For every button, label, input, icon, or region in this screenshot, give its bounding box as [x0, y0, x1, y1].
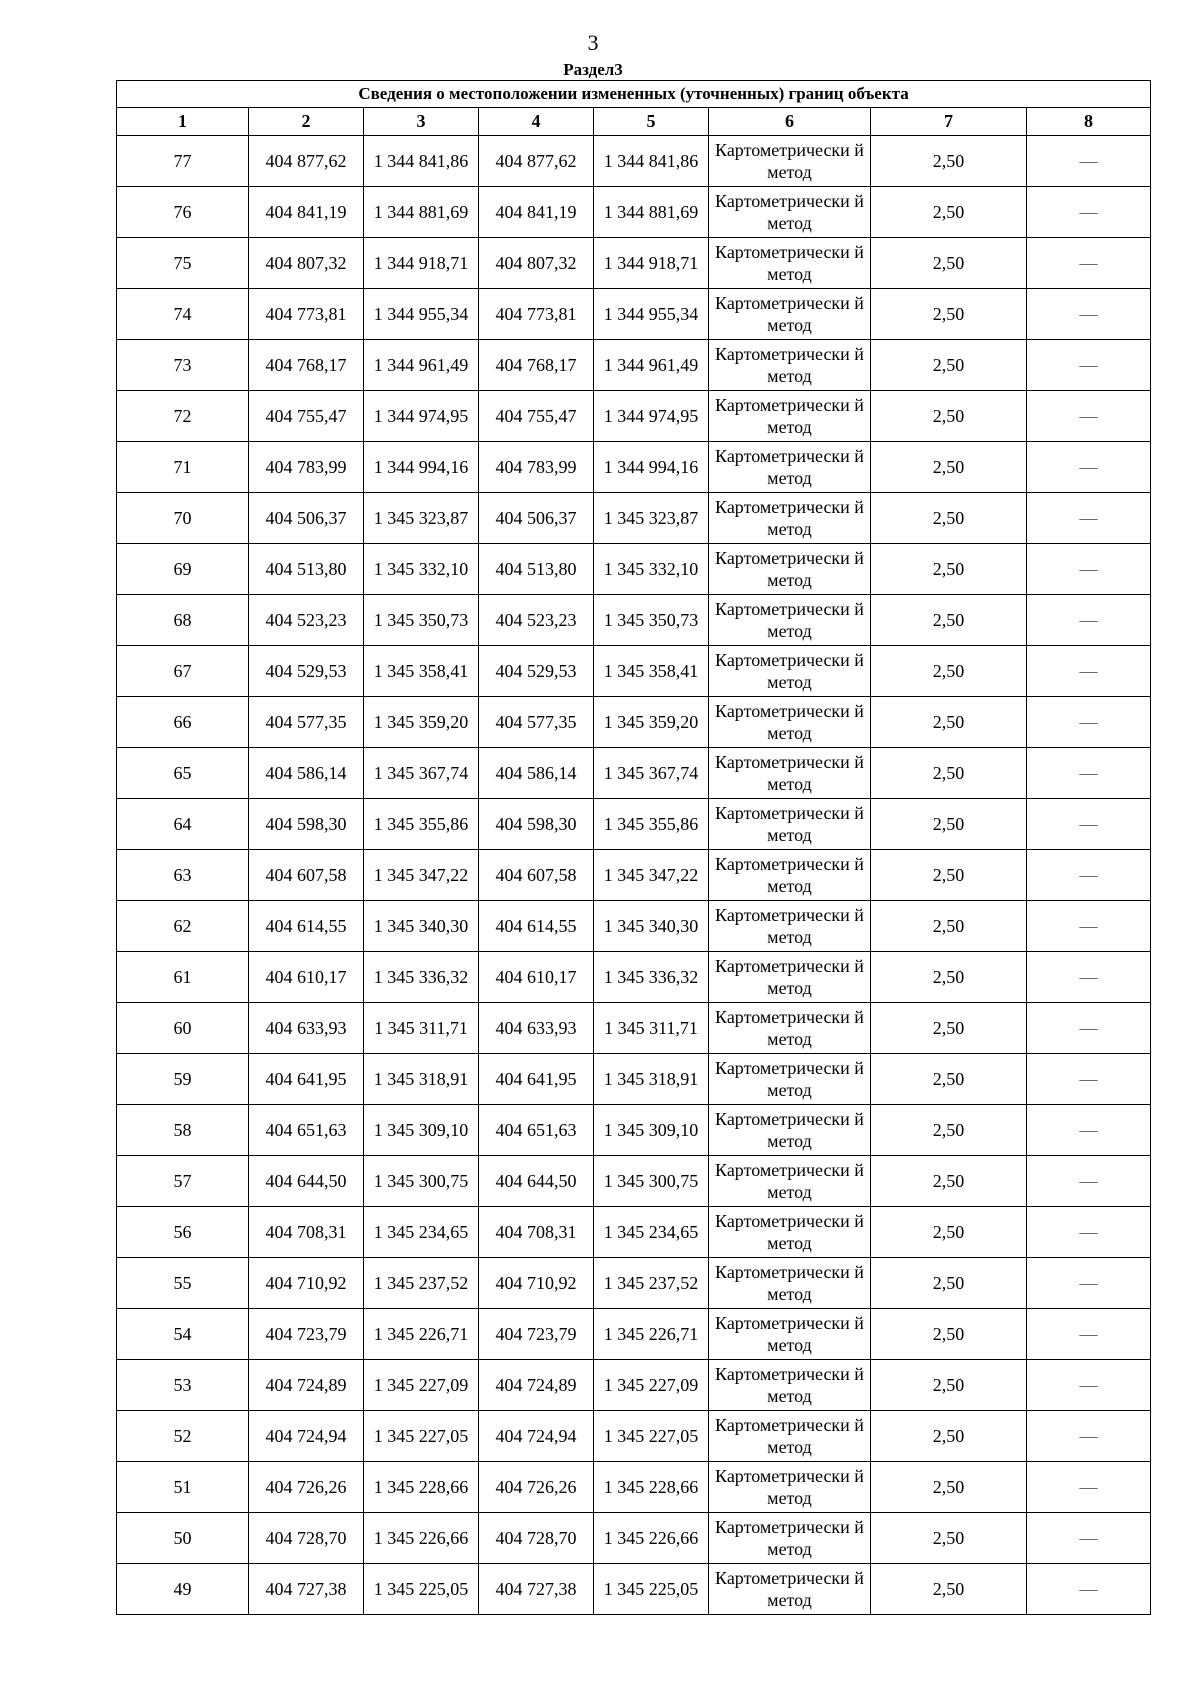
point-number-cell: 65 [117, 748, 249, 799]
x-new-cell: 404 523,23 [479, 595, 594, 646]
point-number-cell: 50 [117, 1513, 249, 1564]
description-cell: — [1027, 1003, 1151, 1054]
y-new-cell: 1 344 918,71 [594, 238, 709, 289]
point-number-cell: 52 [117, 1411, 249, 1462]
accuracy-cell: 2,50 [871, 1513, 1027, 1564]
point-number-cell: 62 [117, 901, 249, 952]
point-number-cell: 67 [117, 646, 249, 697]
x-existing-cell: 404 807,32 [249, 238, 364, 289]
y-existing-cell: 1 345 227,09 [364, 1360, 479, 1411]
point-number-cell: 57 [117, 1156, 249, 1207]
description-cell: — [1027, 1258, 1151, 1309]
method-cell: Картометрически й метод [709, 1003, 871, 1054]
table-row [117, 1003, 1151, 1054]
method-cell: Картометрически й метод [709, 646, 871, 697]
x-new-cell: 404 877,62 [479, 136, 594, 187]
y-existing-cell: 1 344 961,49 [364, 340, 479, 391]
y-existing-cell: 1 345 226,71 [364, 1309, 479, 1360]
y-new-cell: 1 345 300,75 [594, 1156, 709, 1207]
description-cell: — [1027, 1411, 1151, 1462]
y-existing-cell: 1 345 323,87 [364, 493, 479, 544]
method-cell: Картометрически й метод [709, 238, 871, 289]
column-number-row [117, 108, 1151, 136]
table-row [117, 1258, 1151, 1309]
method-cell: Картометрически й метод [709, 1207, 871, 1258]
x-new-cell: 404 598,30 [479, 799, 594, 850]
table-row [117, 901, 1151, 952]
x-existing-cell: 404 708,31 [249, 1207, 364, 1258]
description-cell: — [1027, 1564, 1151, 1615]
method-cell: Картометрически й метод [709, 187, 871, 238]
method-cell: Картометрически й метод [709, 544, 871, 595]
accuracy-cell: 2,50 [871, 289, 1027, 340]
y-new-cell: 1 345 309,10 [594, 1105, 709, 1156]
x-new-cell: 404 724,89 [479, 1360, 594, 1411]
table-row [117, 1156, 1151, 1207]
y-new-cell: 1 345 237,52 [594, 1258, 709, 1309]
coordinates-table [116, 80, 1151, 1615]
y-existing-cell: 1 345 332,10 [364, 544, 479, 595]
table-row [117, 544, 1151, 595]
table-row [117, 238, 1151, 289]
table-row [117, 1564, 1151, 1615]
description-cell: — [1027, 748, 1151, 799]
table-row [117, 136, 1151, 187]
y-new-cell: 1 344 955,34 [594, 289, 709, 340]
x-existing-cell: 404 773,81 [249, 289, 364, 340]
accuracy-cell: 2,50 [871, 544, 1027, 595]
x-new-cell: 404 641,95 [479, 1054, 594, 1105]
x-existing-cell: 404 727,38 [249, 1564, 364, 1615]
accuracy-cell: 2,50 [871, 1207, 1027, 1258]
accuracy-cell: 2,50 [871, 799, 1027, 850]
y-existing-cell: 1 345 367,74 [364, 748, 479, 799]
method-cell: Картометрически й метод [709, 748, 871, 799]
method-cell: Картометрически й метод [709, 1258, 871, 1309]
y-new-cell: 1 345 355,86 [594, 799, 709, 850]
accuracy-cell: 2,50 [871, 595, 1027, 646]
x-existing-cell: 404 723,79 [249, 1309, 364, 1360]
accuracy-cell: 2,50 [871, 187, 1027, 238]
accuracy-cell: 2,50 [871, 1462, 1027, 1513]
method-cell: Картометрически й метод [709, 493, 871, 544]
x-new-cell: 404 710,92 [479, 1258, 594, 1309]
description-cell: — [1027, 901, 1151, 952]
description-cell: — [1027, 1360, 1151, 1411]
point-number-cell: 68 [117, 595, 249, 646]
y-new-cell: 1 345 225,05 [594, 1564, 709, 1615]
x-existing-cell: 404 607,58 [249, 850, 364, 901]
point-number-cell: 64 [117, 799, 249, 850]
x-new-cell: 404 807,32 [479, 238, 594, 289]
y-existing-cell: 1 344 994,16 [364, 442, 479, 493]
x-existing-cell: 404 728,70 [249, 1513, 364, 1564]
point-number-cell: 63 [117, 850, 249, 901]
point-number-cell: 74 [117, 289, 249, 340]
y-new-cell: 1 344 974,95 [594, 391, 709, 442]
x-existing-cell: 404 724,94 [249, 1411, 364, 1462]
y-existing-cell: 1 344 881,69 [364, 187, 479, 238]
description-cell: — [1027, 697, 1151, 748]
description-cell: — [1027, 952, 1151, 1003]
x-existing-cell: 404 710,92 [249, 1258, 364, 1309]
point-number-cell: 51 [117, 1462, 249, 1513]
accuracy-cell: 2,50 [871, 1360, 1027, 1411]
accuracy-cell: 2,50 [871, 1309, 1027, 1360]
y-existing-cell: 1 345 359,20 [364, 697, 479, 748]
accuracy-cell: 2,50 [871, 850, 1027, 901]
accuracy-cell: 2,50 [871, 340, 1027, 391]
y-existing-cell: 1 345 355,86 [364, 799, 479, 850]
table-row [117, 1411, 1151, 1462]
x-existing-cell: 404 768,17 [249, 340, 364, 391]
x-new-cell: 404 610,17 [479, 952, 594, 1003]
point-number-cell: 71 [117, 442, 249, 493]
column-number: 4 [479, 108, 594, 136]
point-number-cell: 58 [117, 1105, 249, 1156]
description-cell: — [1027, 799, 1151, 850]
x-existing-cell: 404 506,37 [249, 493, 364, 544]
x-new-cell: 404 607,58 [479, 850, 594, 901]
description-cell: — [1027, 595, 1151, 646]
accuracy-cell: 2,50 [871, 952, 1027, 1003]
table-row [117, 1054, 1151, 1105]
y-new-cell: 1 345 227,05 [594, 1411, 709, 1462]
method-cell: Картометрически й метод [709, 289, 871, 340]
table-caption-row [117, 81, 1151, 108]
x-new-cell: 404 708,31 [479, 1207, 594, 1258]
x-existing-cell: 404 724,89 [249, 1360, 364, 1411]
table-row [117, 391, 1151, 442]
point-number-cell: 77 [117, 136, 249, 187]
y-existing-cell: 1 345 227,05 [364, 1411, 479, 1462]
y-existing-cell: 1 345 358,41 [364, 646, 479, 697]
x-existing-cell: 404 641,95 [249, 1054, 364, 1105]
x-existing-cell: 404 577,35 [249, 697, 364, 748]
x-existing-cell: 404 523,23 [249, 595, 364, 646]
x-existing-cell: 404 513,80 [249, 544, 364, 595]
method-cell: Картометрически й метод [709, 442, 871, 493]
y-new-cell: 1 345 311,71 [594, 1003, 709, 1054]
table-row [117, 646, 1151, 697]
y-new-cell: 1 344 841,86 [594, 136, 709, 187]
y-new-cell: 1 345 359,20 [594, 697, 709, 748]
x-new-cell: 404 633,93 [479, 1003, 594, 1054]
description-cell: — [1027, 1156, 1151, 1207]
point-number-cell: 49 [117, 1564, 249, 1615]
method-cell: Картометрически й метод [709, 1309, 871, 1360]
table-row [117, 799, 1151, 850]
x-existing-cell: 404 586,14 [249, 748, 364, 799]
accuracy-cell: 2,50 [871, 1156, 1027, 1207]
table-row [117, 1309, 1151, 1360]
x-new-cell: 404 724,94 [479, 1411, 594, 1462]
description-cell: — [1027, 1309, 1151, 1360]
x-existing-cell: 404 877,62 [249, 136, 364, 187]
x-new-cell: 404 651,63 [479, 1105, 594, 1156]
x-new-cell: 404 755,47 [479, 391, 594, 442]
table-row [117, 187, 1151, 238]
table-row [117, 697, 1151, 748]
y-existing-cell: 1 345 300,75 [364, 1156, 479, 1207]
table-row [117, 340, 1151, 391]
x-new-cell: 404 506,37 [479, 493, 594, 544]
x-new-cell: 404 773,81 [479, 289, 594, 340]
point-number-cell: 61 [117, 952, 249, 1003]
x-existing-cell: 404 529,53 [249, 646, 364, 697]
description-cell: — [1027, 1054, 1151, 1105]
y-new-cell: 1 344 994,16 [594, 442, 709, 493]
method-cell: Картометрически й метод [709, 901, 871, 952]
table-row [117, 952, 1151, 1003]
accuracy-cell: 2,50 [871, 1054, 1027, 1105]
y-existing-cell: 1 345 237,52 [364, 1258, 479, 1309]
y-existing-cell: 1 345 311,71 [364, 1003, 479, 1054]
point-number-cell: 53 [117, 1360, 249, 1411]
y-new-cell: 1 345 228,66 [594, 1462, 709, 1513]
section-title: Раздел3 [563, 60, 623, 79]
description-cell: — [1027, 493, 1151, 544]
table-row [117, 1105, 1151, 1156]
description-cell: — [1027, 391, 1151, 442]
y-new-cell: 1 345 332,10 [594, 544, 709, 595]
description-cell: — [1027, 646, 1151, 697]
y-existing-cell: 1 345 350,73 [364, 595, 479, 646]
y-new-cell: 1 345 227,09 [594, 1360, 709, 1411]
point-number-cell: 55 [117, 1258, 249, 1309]
point-number-cell: 54 [117, 1309, 249, 1360]
column-number: 7 [871, 108, 1027, 136]
description-cell: — [1027, 1207, 1151, 1258]
method-cell: Картометрически й метод [709, 952, 871, 1003]
table-caption: Сведения о местоположении измененных (уточненных) границ объекта [117, 81, 1151, 108]
y-new-cell: 1 345 226,71 [594, 1309, 709, 1360]
x-existing-cell: 404 614,55 [249, 901, 364, 952]
y-new-cell: 1 345 336,32 [594, 952, 709, 1003]
y-new-cell: 1 345 323,87 [594, 493, 709, 544]
x-existing-cell: 404 726,26 [249, 1462, 364, 1513]
accuracy-cell: 2,50 [871, 1258, 1027, 1309]
method-cell: Картометрически й метод [709, 1564, 871, 1615]
y-existing-cell: 1 344 918,71 [364, 238, 479, 289]
method-cell: Картометрически й метод [709, 799, 871, 850]
y-new-cell: 1 344 961,49 [594, 340, 709, 391]
y-existing-cell: 1 344 841,86 [364, 136, 479, 187]
accuracy-cell: 2,50 [871, 442, 1027, 493]
y-new-cell: 1 345 367,74 [594, 748, 709, 799]
description-cell: — [1027, 850, 1151, 901]
description-cell: — [1027, 1105, 1151, 1156]
method-cell: Картометрически й метод [709, 1360, 871, 1411]
x-new-cell: 404 728,70 [479, 1513, 594, 1564]
x-new-cell: 404 783,99 [479, 442, 594, 493]
description-cell: — [1027, 544, 1151, 595]
method-cell: Картометрически й метод [709, 595, 871, 646]
point-number-cell: 59 [117, 1054, 249, 1105]
description-cell: — [1027, 289, 1151, 340]
accuracy-cell: 2,50 [871, 136, 1027, 187]
description-cell: — [1027, 442, 1151, 493]
x-new-cell: 404 723,79 [479, 1309, 594, 1360]
column-number: 1 [117, 108, 249, 136]
x-new-cell: 404 768,17 [479, 340, 594, 391]
y-new-cell: 1 345 347,22 [594, 850, 709, 901]
accuracy-cell: 2,50 [871, 238, 1027, 289]
y-new-cell: 1 345 350,73 [594, 595, 709, 646]
table-row [117, 289, 1151, 340]
y-existing-cell: 1 345 336,32 [364, 952, 479, 1003]
point-number-cell: 75 [117, 238, 249, 289]
x-existing-cell: 404 651,63 [249, 1105, 364, 1156]
accuracy-cell: 2,50 [871, 1105, 1027, 1156]
accuracy-cell: 2,50 [871, 646, 1027, 697]
table-row [117, 1513, 1151, 1564]
y-existing-cell: 1 345 225,05 [364, 1564, 479, 1615]
point-number-cell: 69 [117, 544, 249, 595]
point-number-cell: 76 [117, 187, 249, 238]
point-number-cell: 73 [117, 340, 249, 391]
table-row [117, 1360, 1151, 1411]
y-existing-cell: 1 344 955,34 [364, 289, 479, 340]
x-existing-cell: 404 783,99 [249, 442, 364, 493]
point-number-cell: 56 [117, 1207, 249, 1258]
column-number: 6 [709, 108, 871, 136]
column-number: 2 [249, 108, 364, 136]
description-cell: — [1027, 187, 1151, 238]
y-new-cell: 1 345 318,91 [594, 1054, 709, 1105]
table-row [117, 748, 1151, 799]
accuracy-cell: 2,50 [871, 1003, 1027, 1054]
x-existing-cell: 404 841,19 [249, 187, 364, 238]
page-number: 3 [587, 30, 599, 55]
table-row [117, 493, 1151, 544]
accuracy-cell: 2,50 [871, 901, 1027, 952]
accuracy-cell: 2,50 [871, 391, 1027, 442]
x-new-cell: 404 614,55 [479, 901, 594, 952]
x-new-cell: 404 513,80 [479, 544, 594, 595]
description-cell: — [1027, 136, 1151, 187]
x-existing-cell: 404 755,47 [249, 391, 364, 442]
y-existing-cell: 1 345 318,91 [364, 1054, 479, 1105]
table-row [117, 1462, 1151, 1513]
method-cell: Картометрически й метод [709, 1105, 871, 1156]
method-cell: Картометрически й метод [709, 136, 871, 187]
method-cell: Картометрически й метод [709, 1411, 871, 1462]
x-new-cell: 404 841,19 [479, 187, 594, 238]
y-new-cell: 1 345 234,65 [594, 1207, 709, 1258]
y-new-cell: 1 345 358,41 [594, 646, 709, 697]
y-existing-cell: 1 345 228,66 [364, 1462, 479, 1513]
accuracy-cell: 2,50 [871, 1411, 1027, 1462]
x-new-cell: 404 586,14 [479, 748, 594, 799]
table-row [117, 1207, 1151, 1258]
point-number-cell: 72 [117, 391, 249, 442]
method-cell: Картометрически й метод [709, 340, 871, 391]
y-existing-cell: 1 345 226,66 [364, 1513, 479, 1564]
x-new-cell: 404 529,53 [479, 646, 594, 697]
x-new-cell: 404 644,50 [479, 1156, 594, 1207]
y-existing-cell: 1 344 974,95 [364, 391, 479, 442]
description-cell: — [1027, 1462, 1151, 1513]
accuracy-cell: 2,50 [871, 1564, 1027, 1615]
x-existing-cell: 404 610,17 [249, 952, 364, 1003]
method-cell: Картометрически й метод [709, 1462, 871, 1513]
table-row [117, 850, 1151, 901]
description-cell: — [1027, 238, 1151, 289]
table-row [117, 595, 1151, 646]
x-existing-cell: 404 633,93 [249, 1003, 364, 1054]
x-existing-cell: 404 598,30 [249, 799, 364, 850]
point-number-cell: 70 [117, 493, 249, 544]
method-cell: Картометрически й метод [709, 850, 871, 901]
description-cell: — [1027, 340, 1151, 391]
column-number: 5 [594, 108, 709, 136]
point-number-cell: 60 [117, 1003, 249, 1054]
table-body [117, 81, 1151, 1615]
x-new-cell: 404 577,35 [479, 697, 594, 748]
y-existing-cell: 1 345 340,30 [364, 901, 479, 952]
x-new-cell: 404 727,38 [479, 1564, 594, 1615]
y-new-cell: 1 344 881,69 [594, 187, 709, 238]
y-existing-cell: 1 345 234,65 [364, 1207, 479, 1258]
method-cell: Картометрически й метод [709, 391, 871, 442]
x-existing-cell: 404 644,50 [249, 1156, 364, 1207]
accuracy-cell: 2,50 [871, 697, 1027, 748]
y-new-cell: 1 345 340,30 [594, 901, 709, 952]
x-new-cell: 404 726,26 [479, 1462, 594, 1513]
column-number: 3 [364, 108, 479, 136]
method-cell: Картометрически й метод [709, 1054, 871, 1105]
accuracy-cell: 2,50 [871, 493, 1027, 544]
y-existing-cell: 1 345 347,22 [364, 850, 479, 901]
method-cell: Картометрически й метод [709, 697, 871, 748]
y-new-cell: 1 345 226,66 [594, 1513, 709, 1564]
table-row [117, 442, 1151, 493]
y-existing-cell: 1 345 309,10 [364, 1105, 479, 1156]
column-number: 8 [1027, 108, 1151, 136]
accuracy-cell: 2,50 [871, 748, 1027, 799]
description-cell: — [1027, 1513, 1151, 1564]
method-cell: Картометрически й метод [709, 1513, 871, 1564]
method-cell: Картометрически й метод [709, 1156, 871, 1207]
point-number-cell: 66 [117, 697, 249, 748]
